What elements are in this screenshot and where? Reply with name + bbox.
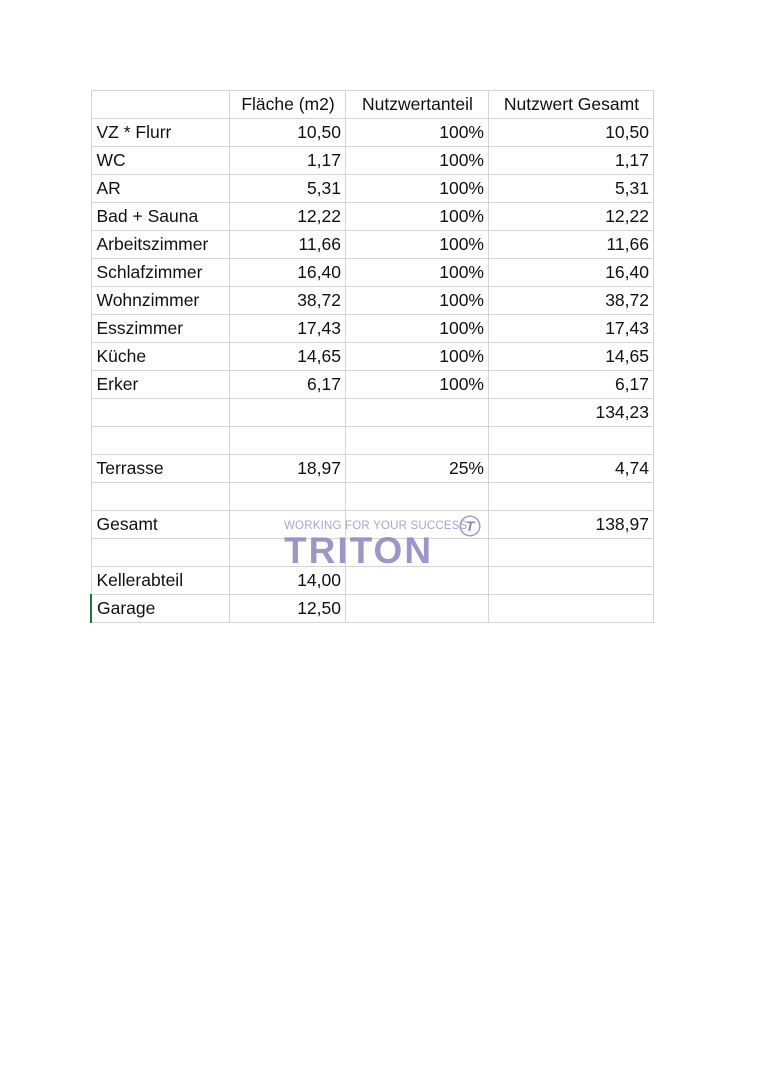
spreadsheet-table (90, 90, 654, 623)
table-row (91, 203, 654, 231)
cell-name[interactable]: Schlafzimmer (91, 259, 230, 287)
cell-name[interactable]: Gesamt (91, 511, 230, 539)
cell-name[interactable]: Kellerabteil (91, 567, 230, 595)
cell-flaeche[interactable]: 18,97 (230, 455, 346, 483)
cell-name[interactable]: Bad + Sauna (91, 203, 230, 231)
logo-letter: T (465, 518, 475, 534)
cell-flaeche[interactable]: 16,40 (230, 259, 346, 287)
cell-anteil[interactable] (346, 539, 489, 567)
cell-flaeche[interactable] (230, 427, 346, 455)
watermark-tagline: WORKING FOR YOUR SUCCESS (284, 520, 468, 532)
cell-anteil[interactable]: 100% (346, 287, 489, 315)
cell-anteil[interactable]: 100% (346, 175, 489, 203)
cell-anteil[interactable]: 100% (346, 119, 489, 147)
cell-gesamt[interactable]: 17,43 (489, 315, 654, 343)
header-cell-flaeche[interactable]: Fläche (m2) (230, 91, 346, 119)
cell-flaeche[interactable]: 11,66 (230, 231, 346, 259)
cell-gesamt[interactable]: 12,22 (489, 203, 654, 231)
cell-anteil[interactable]: 100% (346, 259, 489, 287)
table-row (91, 511, 654, 539)
cell-anteil[interactable] (346, 567, 489, 595)
cell-flaeche[interactable] (230, 399, 346, 427)
cell-gesamt[interactable]: 138,97 (489, 511, 654, 539)
cell-anteil[interactable] (346, 595, 489, 623)
cell-gesamt[interactable]: 134,23 (489, 399, 654, 427)
cell-name[interactable] (91, 427, 230, 455)
cell-gesamt[interactable]: 5,31 (489, 175, 654, 203)
cell-flaeche[interactable]: 12,50 (230, 595, 346, 623)
header-cell-anteil[interactable]: Nutzwertanteil (346, 91, 489, 119)
cell-anteil[interactable] (346, 399, 489, 427)
cell-anteil[interactable] (346, 427, 489, 455)
cell-gesamt[interactable] (489, 595, 654, 623)
table-row (91, 455, 654, 483)
cell-flaeche[interactable] (230, 511, 346, 539)
cell-name[interactable] (91, 399, 230, 427)
cell-name[interactable] (91, 483, 230, 511)
cell-gesamt[interactable]: 11,66 (489, 231, 654, 259)
cell-flaeche[interactable]: 6,17 (230, 371, 346, 399)
watermark-brand: TRITON (284, 530, 434, 571)
cell-gesamt[interactable]: 16,40 (489, 259, 654, 287)
cell-anteil[interactable]: 100% (346, 147, 489, 175)
table-row (91, 539, 654, 567)
table-row (91, 231, 654, 259)
cell-flaeche[interactable]: 38,72 (230, 287, 346, 315)
cell-anteil[interactable]: 100% (346, 343, 489, 371)
cell-gesamt[interactable] (489, 483, 654, 511)
table-row (91, 147, 654, 175)
cell-gesamt[interactable]: 1,17 (489, 147, 654, 175)
cell-anteil[interactable]: 100% (346, 231, 489, 259)
cell-name[interactable]: Küche (91, 343, 230, 371)
table-row (91, 595, 654, 623)
cell-flaeche[interactable] (230, 539, 346, 567)
cell-gesamt[interactable]: 10,50 (489, 119, 654, 147)
cell-anteil[interactable]: 100% (346, 371, 489, 399)
table-row (91, 371, 654, 399)
cell-anteil[interactable] (346, 483, 489, 511)
cell-flaeche[interactable] (230, 483, 346, 511)
table-row (91, 259, 654, 287)
cell-name[interactable]: Wohnzimmer (91, 287, 230, 315)
table-row (91, 427, 654, 455)
cell-gesamt[interactable]: 14,65 (489, 343, 654, 371)
cell-name[interactable] (91, 539, 230, 567)
cell-name[interactable]: Terrasse (91, 455, 230, 483)
cell-anteil[interactable]: 100% (346, 315, 489, 343)
cell-flaeche[interactable]: 17,43 (230, 315, 346, 343)
cell-gesamt[interactable]: 6,17 (489, 371, 654, 399)
cell-gesamt[interactable] (489, 427, 654, 455)
cell-anteil[interactable]: 25% (346, 455, 489, 483)
table-row (91, 287, 654, 315)
table-row (91, 483, 654, 511)
cell-name[interactable]: VZ * Flurr (91, 119, 230, 147)
cell-flaeche[interactable]: 14,65 (230, 343, 346, 371)
header-cell-name[interactable] (91, 91, 230, 119)
cell-name[interactable]: Erker (91, 371, 230, 399)
table-row (91, 315, 654, 343)
cell-anteil[interactable]: 100% (346, 203, 489, 231)
table-row (91, 119, 654, 147)
cell-gesamt[interactable] (489, 567, 654, 595)
cell-flaeche[interactable]: 12,22 (230, 203, 346, 231)
cell-name[interactable]: AR (91, 175, 230, 203)
table-row (91, 175, 654, 203)
table-body (91, 119, 654, 623)
cell-name[interactable]: Arbeitszimmer (91, 231, 230, 259)
cell-name[interactable]: WC (91, 147, 230, 175)
cell-anteil[interactable] (346, 511, 489, 539)
cell-gesamt[interactable]: 4,74 (489, 455, 654, 483)
header-cell-gesamt[interactable]: Nutzwert Gesamt (489, 91, 654, 119)
table-row (91, 399, 654, 427)
cell-name[interactable]: Garage (91, 595, 230, 623)
cell-flaeche[interactable]: 5,31 (230, 175, 346, 203)
cell-gesamt[interactable]: 38,72 (489, 287, 654, 315)
cell-name[interactable]: Esszimmer (91, 315, 230, 343)
cell-flaeche[interactable]: 10,50 (230, 119, 346, 147)
cell-flaeche[interactable]: 14,00 (230, 567, 346, 595)
table-row (91, 343, 654, 371)
header-row (91, 91, 654, 119)
cell-gesamt[interactable] (489, 539, 654, 567)
table-row (91, 567, 654, 595)
cell-flaeche[interactable]: 1,17 (230, 147, 346, 175)
